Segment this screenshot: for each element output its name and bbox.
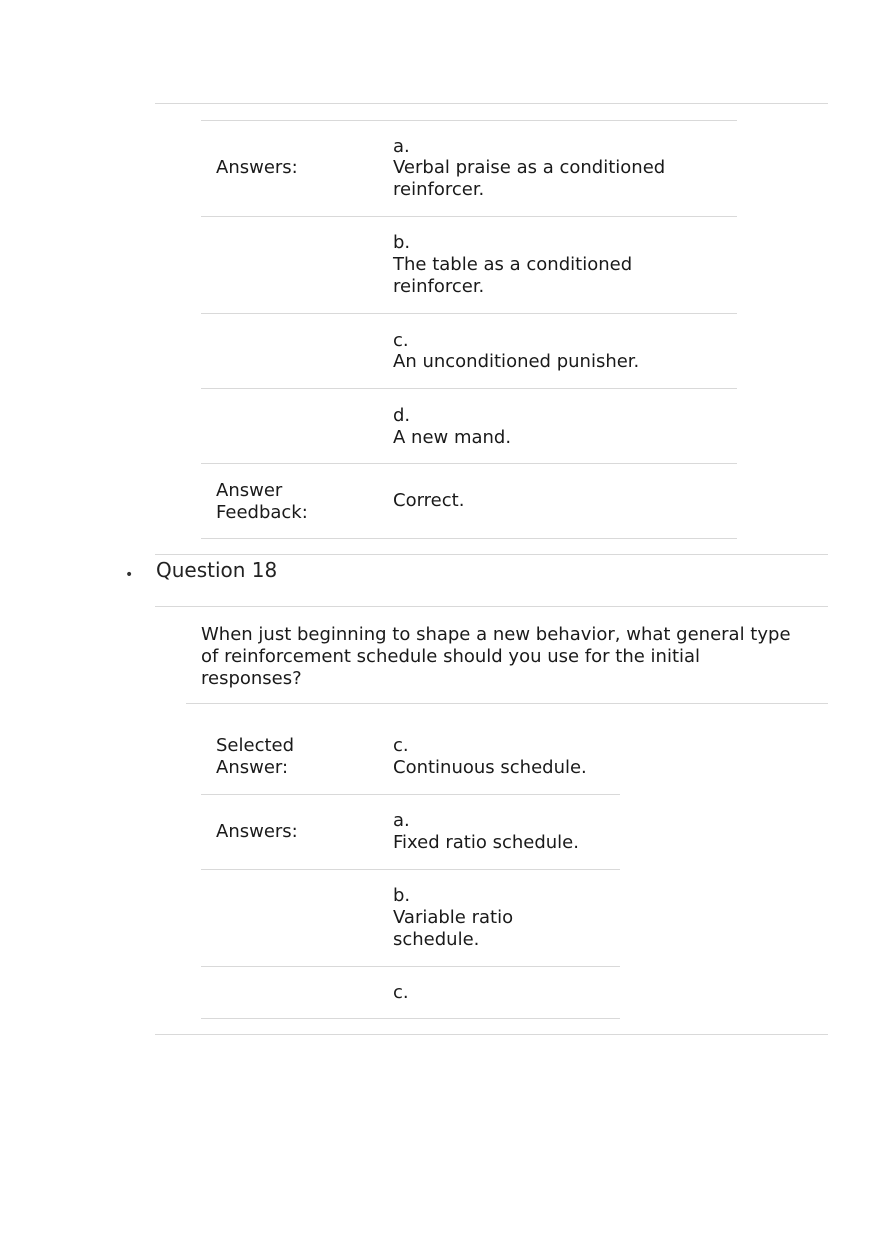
question-header-divider — [155, 606, 828, 607]
question-body-divider — [186, 703, 828, 704]
answer-a-text: Fixed ratio schedule. — [393, 832, 579, 853]
answers-label: Answers: — [216, 821, 298, 842]
table-bottom-border — [201, 538, 737, 539]
row-divider — [201, 313, 737, 314]
answer-b-letter: b. — [393, 885, 411, 906]
selected-answer-text: Continuous schedule. — [393, 757, 587, 778]
section-divider — [155, 554, 828, 555]
answer-c-text: An unconditioned punisher. — [393, 351, 640, 372]
feedback-text: Correct. — [393, 490, 465, 511]
section-divider — [155, 1034, 828, 1035]
table-bottom-border — [201, 1018, 620, 1019]
answers-label: Answers: — [216, 157, 298, 178]
answer-b-text: The table as a conditioned reinforcer. — [393, 254, 633, 297]
answer-c-letter: c. — [393, 330, 409, 351]
question-title: Question 18 — [156, 558, 278, 582]
selected-answer-label: Selected Answer: — [216, 735, 295, 778]
question-text: When just beginning to shape a new behavior, what general type of reinforcement schedule should you use for the initial responses? — [201, 624, 791, 689]
table-top-border — [201, 120, 737, 121]
answer-a-letter: a. — [393, 136, 410, 157]
answer-b-letter: b. — [393, 232, 411, 253]
row-divider — [201, 216, 737, 217]
feedback-label: Answer Feedback: — [216, 480, 308, 523]
answer-d-letter: d. — [393, 405, 411, 426]
row-divider — [201, 869, 620, 870]
answer-b-text: Variable ratio schedule. — [393, 907, 514, 950]
answer-d-text: A new mand. — [393, 427, 512, 448]
bullet-icon: • — [125, 567, 134, 583]
selected-answer-letter: c. — [393, 735, 409, 756]
row-divider — [201, 794, 620, 795]
row-divider — [201, 388, 737, 389]
answer-a-text: Verbal praise as a conditioned reinforcer. — [393, 157, 666, 200]
row-divider — [201, 463, 737, 464]
answer-c-letter: c. — [393, 982, 409, 1003]
section-divider — [155, 103, 828, 104]
row-divider — [201, 966, 620, 967]
answer-a-letter: a. — [393, 810, 410, 831]
